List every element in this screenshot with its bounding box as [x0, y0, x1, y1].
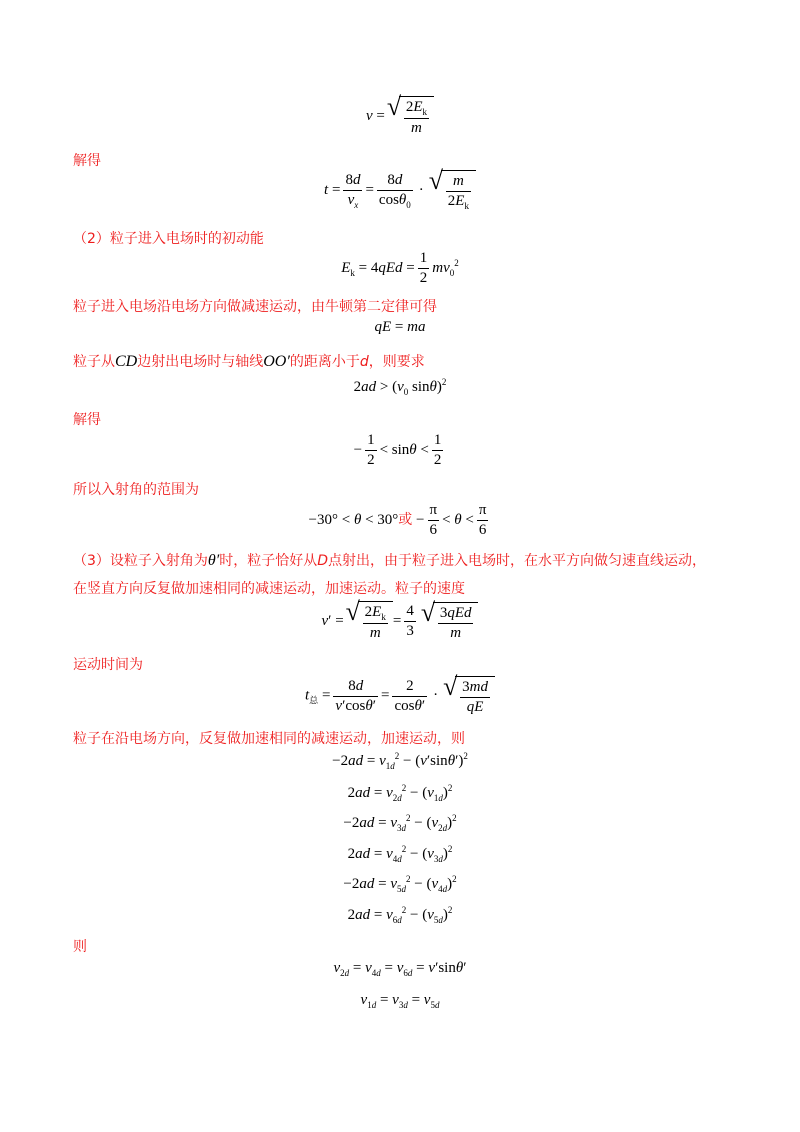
text-cd-e: ，则要求 [368, 354, 425, 370]
text-along-field: 粒子在沿电场方向，反复做加速相同的减速运动，加速运动，则 [73, 731, 465, 747]
text-newton-law: 粒子进入电场沿电场方向做减速运动，由牛顿第二定律可得 [73, 299, 437, 315]
equation-step-3: $-2ad = v_{3d}^2 - (v_{2d})^2$ [343, 813, 457, 833]
equation-time-1: t = $\frac{8d}{v_x}$ = $\frac{8d}{\cos\theta_0}$ · √ $\frac{m}{2E_k}$ [0, 170, 800, 211]
symbol-D: D [317, 553, 329, 569]
equation-qE-ma: qE = ma [374, 319, 426, 335]
equation-odd-velocities: $v_{1d} = v_{3d} = v_{5d}$ [360, 992, 440, 1010]
text-motion-time: 运动时间为 [73, 657, 143, 673]
text-part2-heading: （2）粒子进入电场时的初动能 [73, 231, 264, 247]
text-cd-b: 边射出电场时与轴线 [137, 354, 264, 370]
equation-sin-range: − $\frac{1}{2}$ < sinθ < $\frac{1}{2}$ [353, 432, 442, 468]
text-part3-line2: 在竖直方向反复做加速相同的减速运动，加速运动。粒子的速度 [73, 581, 465, 597]
text-part3-line1 [73, 550, 706, 570]
text-jiede-1: 解得 [73, 153, 101, 169]
text-cd-c: 的距离小于 [289, 354, 360, 370]
equation-condition: $2ad > (v_0$ sinθ)$^2$ [353, 377, 447, 397]
equation-kinetic-energy: $E_k = 4qEd$ = $\frac{1}{2}$ $mv_0^2$ [341, 250, 459, 286]
text-part3-b: 时，粒子恰好从 [219, 553, 318, 569]
equation-velocity: v = √ $\frac{2E_k}{m}$ [0, 96, 800, 137]
text-angle-range: 所以入射角的范围为 [73, 482, 199, 498]
symbol-CD: CD [115, 353, 138, 370]
equation-total-time: $t_总$ = $\frac{8d}{v'\cos\theta'}$ = $\frac{2}{\cos\theta'}$ · √ $\frac{3md}{qE}$ [0, 676, 800, 716]
equation-step-2: $2ad = v_{2d}^2 - (v_{1d})^2$ [347, 783, 453, 803]
text-jiede-2: 解得 [73, 412, 101, 428]
text-ze: 则 [73, 939, 87, 955]
text-part3-a: （3）设粒子入射角为 [73, 553, 208, 569]
equation-step-4: $2ad = v_{4d}^2 - (v_{3d})^2$ [347, 844, 453, 864]
equation-even-velocities: $v_{2d} = v_{4d} = v_{6d} = v'\sin\theta'$ [333, 960, 467, 978]
text-part3-c: 点射出，由于粒子进入电场时，在水平方向做匀速直线运动， [328, 553, 707, 569]
symbol-d: d [359, 354, 369, 370]
text-or: 或 [398, 511, 413, 528]
equation-angle-range: −30° < θ < 30°或 − $\frac{\pi}{6}$ < θ < $\frac{\pi}{6}$ [308, 502, 487, 538]
equation-step-5: $-2ad = v_{5d}^2 - (v_{4d})^2$ [343, 874, 457, 894]
text-cd-condition [73, 351, 425, 371]
symbol-theta-prime: θ′ [207, 552, 220, 569]
equation-velocity-prime: v′ = √ $\frac{2E_k}{m}$ = $\frac{4}{3}$ √ $\frac{\text{3qEd}}{m}$ [0, 601, 800, 642]
text-cd-a: 粒子从 [73, 354, 115, 370]
symbol-OO: OO′ [263, 353, 290, 370]
equation-step-6: $2ad = v_{6d}^2 - (v_{5d})^2$ [347, 905, 453, 925]
equation-step-1: $-2ad = v_{1d}^2 - (v'\sin\theta')^2$ [332, 751, 468, 771]
